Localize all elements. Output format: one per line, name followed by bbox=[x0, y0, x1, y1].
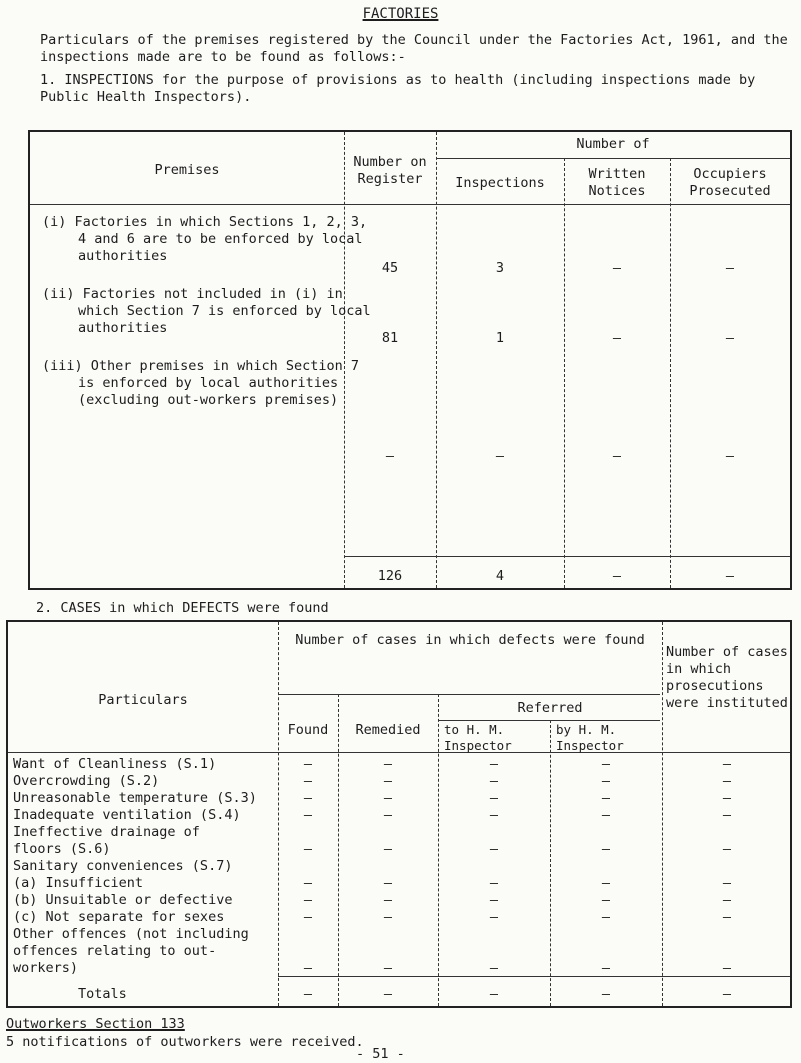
defects-table bbox=[6, 620, 792, 1008]
table-row bbox=[8, 824, 790, 841]
row-label: (i) Factories in which Sections 1, 2, 3, 4 and 6 are to be enforced by local authorities bbox=[42, 214, 368, 264]
table-row bbox=[8, 756, 790, 773]
cell-register: 81 bbox=[381, 330, 399, 346]
row-value: – bbox=[383, 756, 393, 772]
row-value: – bbox=[489, 875, 499, 891]
row-value: – bbox=[722, 807, 732, 823]
row-value: – bbox=[489, 756, 499, 772]
outworkers-text: 5 notifications of outworkers were received. bbox=[6, 1034, 364, 1050]
row-value: – bbox=[303, 960, 313, 976]
row-label: (c) Not separate for sexes bbox=[13, 909, 225, 925]
header-occupiers-prosecuted: Occupiers Prosecuted bbox=[689, 166, 771, 199]
row-value: – bbox=[489, 892, 499, 908]
table-row bbox=[8, 773, 790, 790]
total-prosecuted: – bbox=[725, 568, 735, 584]
row-value: – bbox=[601, 807, 611, 823]
cell-register: 45 bbox=[381, 260, 399, 276]
row-value: – bbox=[601, 875, 611, 891]
row-label: (iii) Other premises in which Section 7 is enforced by local authorities (excluding out-workers premises) bbox=[42, 358, 359, 408]
total-prosecutions: – bbox=[722, 986, 732, 1002]
row-label: Sanitary conveniences (S.7) bbox=[13, 858, 233, 874]
header-written-notices: Written Notices bbox=[588, 166, 646, 199]
row-value: – bbox=[303, 841, 313, 857]
header-to-hmi: to H. M. Inspector bbox=[444, 722, 512, 753]
total-by-hmi: – bbox=[601, 986, 611, 1002]
row-value: – bbox=[722, 756, 732, 772]
divider bbox=[438, 720, 660, 721]
row-value: – bbox=[489, 841, 499, 857]
row-value: – bbox=[722, 875, 732, 891]
row-value: – bbox=[601, 841, 611, 857]
row-value: – bbox=[383, 790, 393, 806]
row-value: – bbox=[489, 960, 499, 976]
row-value: – bbox=[303, 875, 313, 891]
row-value: – bbox=[383, 875, 393, 891]
page-title: FACTORIES bbox=[362, 6, 439, 22]
table-row bbox=[8, 943, 790, 960]
total-inspections: 4 bbox=[495, 568, 505, 584]
table-row bbox=[8, 875, 790, 892]
header-remedied: Remedied bbox=[355, 722, 421, 738]
inspections-table bbox=[28, 130, 792, 590]
row-value: – bbox=[383, 773, 393, 789]
cell-notices: – bbox=[612, 330, 622, 346]
cell-notices: – bbox=[612, 260, 622, 276]
totals-label: Totals bbox=[78, 986, 127, 1002]
divider bbox=[564, 158, 565, 588]
intro-paragraph: Particulars of the premises registered by the Council under the Factories Act, 1961, and the inspections made are to be found as follows:- bbox=[40, 32, 788, 65]
row-value: – bbox=[722, 892, 732, 908]
cell-prosecuted: – bbox=[725, 330, 735, 346]
table-row bbox=[8, 807, 790, 824]
total-found: – bbox=[303, 986, 313, 1002]
table-row bbox=[8, 790, 790, 807]
header-referred: Referred bbox=[517, 700, 583, 716]
header-found: Found bbox=[287, 722, 329, 738]
row-label: (b) Unsuitable or defective bbox=[13, 892, 233, 908]
cell-notices: – bbox=[612, 448, 622, 464]
divider bbox=[436, 132, 437, 588]
table-row bbox=[8, 926, 790, 943]
row-value: – bbox=[383, 807, 393, 823]
row-value: – bbox=[601, 773, 611, 789]
row-value: – bbox=[489, 773, 499, 789]
total-notices: – bbox=[612, 568, 622, 584]
row-label: Overcrowding (S.2) bbox=[13, 773, 160, 789]
row-value: – bbox=[722, 790, 732, 806]
row-value: – bbox=[303, 790, 313, 806]
row-label: Inadequate ventilation (S.4) bbox=[13, 807, 241, 823]
cell-prosecuted: – bbox=[725, 448, 735, 464]
table-row bbox=[8, 841, 790, 858]
row-label: (a) Insufficient bbox=[13, 875, 144, 891]
row-value: – bbox=[303, 756, 313, 772]
row-value: – bbox=[303, 807, 313, 823]
row-label: floors (S.6) bbox=[13, 841, 111, 857]
table-row bbox=[8, 909, 790, 926]
row-label: Other offences (not including bbox=[13, 926, 249, 942]
table-row bbox=[8, 892, 790, 909]
row-label: offences relating to out- bbox=[13, 943, 217, 959]
row-value: – bbox=[303, 773, 313, 789]
divider bbox=[344, 556, 790, 557]
cell-register: – bbox=[385, 448, 395, 464]
cell-inspections: 3 bbox=[495, 260, 505, 276]
total-remedied: – bbox=[383, 986, 393, 1002]
header-cases-found: Number of cases in which defects were found bbox=[295, 632, 645, 648]
header-inspections: Inspections bbox=[455, 175, 545, 191]
section1-heading: 1. INSPECTIONS for the purpose of provisions as to health (including inspections made by Public Health Inspectors). bbox=[40, 72, 756, 105]
divider bbox=[278, 694, 660, 695]
row-label: Ineffective drainage of bbox=[13, 824, 200, 840]
table-row bbox=[8, 858, 790, 875]
page-number: - 51 - bbox=[356, 1046, 405, 1062]
cell-prosecuted: – bbox=[725, 260, 735, 276]
divider bbox=[8, 752, 790, 753]
row-value: – bbox=[383, 960, 393, 976]
header-by-hmi: by H. M. Inspector bbox=[556, 722, 624, 753]
row-value: – bbox=[601, 960, 611, 976]
total-register: 126 bbox=[377, 568, 403, 584]
row-label: workers) bbox=[13, 960, 79, 976]
total-to-hmi: – bbox=[489, 986, 499, 1002]
row-value: – bbox=[303, 909, 313, 925]
outworkers-heading: Outworkers Section 133 bbox=[6, 1016, 185, 1032]
row-label: Want of Cleanliness (S.1) bbox=[13, 756, 217, 772]
row-value: – bbox=[601, 892, 611, 908]
header-number-on-register: Number on Register bbox=[353, 154, 427, 187]
divider bbox=[30, 204, 790, 205]
row-value: – bbox=[383, 841, 393, 857]
row-value: – bbox=[601, 790, 611, 806]
header-particulars: Particulars bbox=[98, 692, 188, 708]
header-number-of: Number of bbox=[576, 136, 650, 152]
row-value: – bbox=[722, 841, 732, 857]
divider bbox=[670, 158, 671, 588]
row-label: (ii) Factories not included in (i) in which Section 7 is enforced by local authorities bbox=[42, 286, 371, 336]
header-prosecutions: Number of cases in which prosecutions were instituted bbox=[666, 644, 788, 711]
row-value: – bbox=[601, 909, 611, 925]
row-value: – bbox=[383, 909, 393, 925]
row-value: – bbox=[601, 756, 611, 772]
row-value: – bbox=[489, 807, 499, 823]
row-value: – bbox=[383, 892, 393, 908]
table-row bbox=[8, 960, 790, 977]
row-label: Unreasonable temperature (S.3) bbox=[13, 790, 257, 806]
header-premises: Premises bbox=[154, 162, 220, 178]
section2-heading: 2. CASES in which DEFECTS were found bbox=[36, 600, 329, 616]
cell-inspections: 1 bbox=[495, 330, 505, 346]
row-value: – bbox=[722, 960, 732, 976]
row-value: – bbox=[722, 773, 732, 789]
divider bbox=[436, 158, 790, 159]
row-value: – bbox=[489, 790, 499, 806]
row-value: – bbox=[303, 892, 313, 908]
row-value: – bbox=[722, 909, 732, 925]
row-value: – bbox=[489, 909, 499, 925]
cell-inspections: – bbox=[495, 448, 505, 464]
